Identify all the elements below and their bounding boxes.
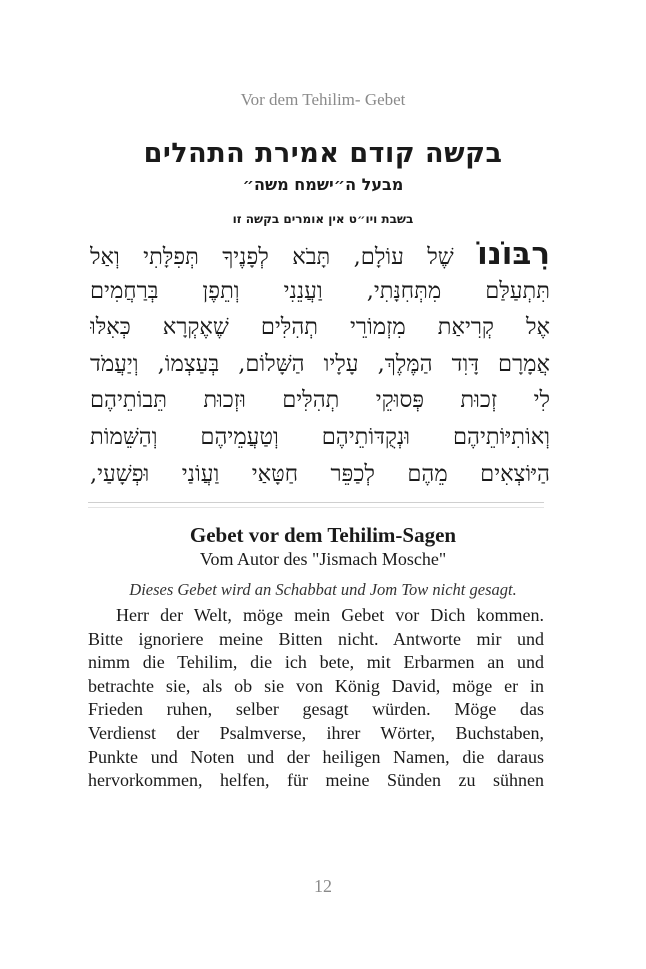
running-header: Vor dem Tehilim- Gebet	[240, 90, 406, 109]
hebrew-subtitle: מבעל ה״ישמח משה״	[242, 175, 404, 194]
hebrew-line: תִּתְעַלַּם מִתְּחִנָּתִי, וַעֲנֵנִי וְתֵפֶן בְּרַחֲמִים	[90, 277, 550, 304]
german-line: Bitte ignoriere meine Bitten nicht. Antworte mir und	[88, 628, 544, 649]
german-line: Verdienst der Psalmverse, ihrer Wörter, Buchstaben,	[88, 722, 544, 743]
page-number: 12	[314, 876, 332, 896]
hebrew-note: בשבת ויו״ט אין אומרים בקשה זו	[232, 212, 414, 226]
german-title: Gebet vor dem Tehilim-Sagen	[189, 523, 457, 547]
hebrew-line: וְאוֹתִיּוֹתֵיהֶם וּנְקֻדּוֹתֵיהֶם וְטַעֲמֵיהֶם וְהַשֵּׁמוֹת	[90, 423, 550, 450]
german-prayer-text	[88, 604, 544, 793]
hebrew-prayer-text	[90, 236, 550, 492]
german-line: hervorkommen, helfen, für meine Sünden zu sühnen	[88, 770, 544, 791]
hebrew-line: לִי זְכוּת פְּסוּקֵי תְהִלִּים וּזְכוּת תֵּבוֹתֵיהֶם	[90, 387, 550, 414]
hebrew-line-text: שֶׁל עוֹלָם, תָּבֹא לְפָנֶיךָ תְּפִלָּתִי וְאַל	[90, 244, 454, 270]
german-line: Frieden ruhen, selber gesagt würden. Möge das	[88, 699, 544, 720]
hebrew-line	[90, 236, 550, 273]
divider	[88, 507, 544, 508]
german-note: Dieses Gebet wird an Schabbat und Jom Tow nicht gesagt.	[129, 580, 517, 599]
hebrew-line: אֲמָרָם דָּוִד הַמֶּלֶךְ, עָלָיו הַשָּׁלוֹם, בְּעַצְמוֹ, וְיַעֲמֹד	[90, 350, 550, 377]
hebrew-line: הַיּוֹצְאִים מֵהֶם לְכַפֵּר חַטָּאַי וַעֲוֹנַי וּפְשָׁעַי,	[90, 460, 550, 487]
german-line: betrachte sie, als ob sie von König David, möge er in	[88, 675, 544, 696]
german-line: Punkte und Noten und der heiligen Namen, die daraus	[88, 746, 544, 767]
divider	[88, 502, 544, 503]
hebrew-opening-word: רִבּוֹנוֹ	[477, 236, 550, 272]
german-line: Herr der Welt, möge mein Gebet vor Dich kommen.	[116, 605, 544, 625]
hebrew-title: בקשה קודם אמירת התהלים	[143, 138, 503, 169]
hebrew-line: אֶל קְרִיאַת מִזְמוֹרֵי תְהִלִּים שֶׁאֶקְרָא כְּאִלּוּ	[90, 314, 550, 341]
german-subtitle: Vom Autor des "Jismach Mosche"	[199, 549, 447, 569]
german-line: nimm die Tehilim, die ich bete, mit Erbarmen an und	[88, 652, 544, 673]
